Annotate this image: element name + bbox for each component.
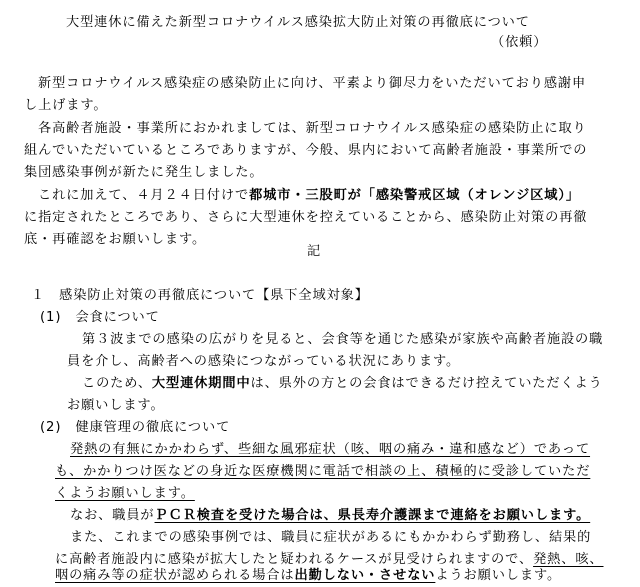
sub2-p1-line-2: も、かかりつけ医などの身近な医療機関に電話で相談の上、積極的に受診していただ <box>55 464 591 479</box>
request-note: （依頼） <box>491 35 548 50</box>
sub1-p2-emphasis: 大型連休期間中 <box>151 376 251 391</box>
ki-heading: 記 <box>307 244 322 259</box>
sub2-p3-line-3-bold: 出勤しない・させない <box>294 568 436 583</box>
para2-line-3: 集団感染事例が新たに発生しました。 <box>24 165 264 180</box>
para3-line-3: 底・再確認をお願いします。 <box>24 232 207 247</box>
greeting-line-2: し上げます。 <box>24 98 108 113</box>
para3-line-2: に指定されたところであり、さらに大型連休を控えていることから、感染防止対策の再徹 <box>24 210 588 225</box>
section1-heading: １ 感染防止対策の再徹底について【県下全域対象】 <box>31 288 369 303</box>
sub2-p3-line-3-end: ようお願いします。 <box>435 568 562 583</box>
para3-line-1-emphasis: 都城市・三股町が「感染警戒区域（オレンジ区域）」 <box>249 188 580 203</box>
sub1-p2-line-2: お願いします。 <box>67 398 165 413</box>
sub2-p3-line-2-underlined: 発熱、咳、 <box>533 552 604 567</box>
para3-line-1-start: これに加えて、４月２４日付けで <box>38 188 250 203</box>
greeting-line-1: 新型コロナウイルス感染症の感染防止に向け、平素より御尽力をいただいており感謝申 <box>38 76 587 91</box>
sub2-p3-line-1: また、これまでの感染事例では、職員に症状があるにもかかわらず勤務し、結果的 <box>70 530 592 545</box>
sub2-p2-start: なお、職員が <box>70 508 155 523</box>
sub2-p3-line-3 <box>55 565 561 587</box>
para3-line-1 <box>38 185 580 207</box>
sub1-p2-rest: は、県外の方との会食はできるだけ控えていただくよう <box>250 376 603 391</box>
sub1-p2-start: このため、 <box>82 376 152 391</box>
sub1-p1-line-2: 員を介し、高齢者への感染につながっている状況にあります。 <box>67 354 461 369</box>
sub2-p2-emphasis: ＰＣＲ検査を受けた場合は、県長寿介護課まで連絡をお願いします。 <box>154 508 591 523</box>
document-title: 大型連休に備えた新型コロナウイルス感染拡大防止対策の再徹底について <box>66 15 530 30</box>
sub2-p3-line-2-text: に高齢者施設内に感染が拡大したと疑われるケースが見受けられますので、 <box>55 552 534 567</box>
sub2-p2-line <box>70 505 590 527</box>
sub1-heading: (1) 会食について <box>40 310 160 325</box>
sub1-p2-line-1 <box>82 373 603 395</box>
sub2-p1-line-3: くようお願いします。 <box>55 486 195 501</box>
para2-line-2: 組んでいただいているところでありますが、今般、県内において高齢者施設・事業所での <box>24 143 588 158</box>
sub1-p1-line-1: 第３波までの感染の広がりを見ると、会食等を通じた感染が家族や高齢者施設の職 <box>82 332 604 347</box>
sub2-heading: (2) 健康管理の徹底について <box>40 420 231 435</box>
sub2-p3-line-3-underlined: 咽の痛み等の症状が認められる場合は <box>55 568 295 583</box>
sub2-p1-line-1: 発熱の有無にかかわらず、些細な風邪症状（咳、咽の痛み・違和感など）であって <box>70 442 591 457</box>
para2-line-1: 各高齢者施設・事業所におかれましては、新型コロナウイルス感染症の感染防止に取り <box>38 121 587 136</box>
